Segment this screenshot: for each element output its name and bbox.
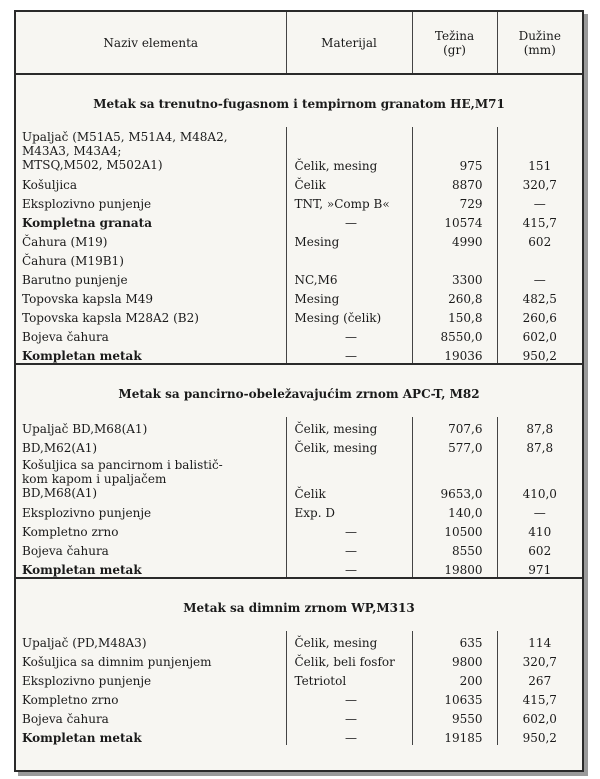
weight-cell: 4990: [412, 230, 497, 249]
element-name-cell: Bojeva čahura: [22, 712, 109, 726]
element-name-cell: Eksplozivno punjenje: [22, 197, 152, 211]
section-heading-row: [16, 578, 582, 631]
weight-cell: 19185: [412, 726, 497, 745]
table-row: [16, 344, 582, 364]
table-row: [16, 455, 582, 501]
element-name-cell: Eksplozivno punjenje: [22, 506, 152, 520]
material-cell: Mesing (čelik): [286, 306, 412, 325]
element-name-cell: Kompletan metak: [22, 349, 142, 363]
table-row: [16, 669, 582, 688]
material-cell: Čelik, mesing: [286, 631, 412, 650]
weight-cell: 729: [412, 192, 497, 211]
section-heading-row: [16, 364, 582, 417]
table-row: [16, 520, 582, 539]
weight-cell: [412, 249, 497, 268]
weight-cell: 8550,0: [412, 325, 497, 344]
material-cell: TNT, »Comp B«: [286, 192, 412, 211]
table-row: [16, 726, 582, 745]
material-cell: Čelik: [286, 173, 412, 192]
length-cell: 410,0: [497, 455, 582, 501]
table-header-row: [16, 12, 582, 74]
element-name-cell: Kompletan metak: [22, 731, 142, 745]
weight-cell: 140,0: [412, 501, 497, 520]
element-name-cell: Kompletno zrno: [22, 693, 119, 707]
element-name-cell: Eksplozivno punjenje: [22, 674, 152, 688]
section-title: Metak sa trenutno-fugasnom i tempirnom granatom HE,M71: [93, 97, 505, 111]
length-cell: 950,2: [497, 726, 582, 745]
table-row: [16, 268, 582, 287]
length-cell: —: [497, 501, 582, 520]
header-length: Dužine (mm): [497, 12, 582, 74]
element-name-cell: Košuljica: [22, 178, 78, 192]
table-row: [16, 249, 582, 268]
material-cell: Čelik, mesing: [286, 436, 412, 455]
material-cell: [286, 249, 412, 268]
element-name-cell: Topovska kapsla M49: [22, 292, 154, 306]
weight-cell: 10574: [412, 211, 497, 230]
weight-cell: 150,8: [412, 306, 497, 325]
table-row: [16, 650, 582, 669]
table-row: [16, 127, 582, 173]
material-cell: —: [286, 539, 412, 558]
material-cell: Mesing: [286, 287, 412, 306]
weight-cell: 19800: [412, 558, 497, 578]
weight-cell: 200: [412, 669, 497, 688]
element-name-cell: Upaljač (PD,M48A3): [22, 636, 147, 650]
table-row: [16, 230, 582, 249]
material-cell: —: [286, 520, 412, 539]
element-name-cell: Barutno punjenje: [22, 273, 128, 287]
table-row: [16, 436, 582, 455]
length-cell: 320,7: [497, 650, 582, 669]
material-cell: Čelik, mesing: [286, 127, 412, 173]
length-cell: 602,0: [497, 325, 582, 344]
length-cell: 260,6: [497, 306, 582, 325]
length-cell: —: [497, 192, 582, 211]
length-cell: 114: [497, 631, 582, 650]
table-row: [16, 417, 582, 436]
material-cell: Čelik, mesing: [286, 417, 412, 436]
material-cell: NC,M6: [286, 268, 412, 287]
ammunition-components-table: [16, 12, 582, 745]
header-name: Naziv elementa: [16, 12, 286, 74]
element-name-cell: Bojeva čahura: [22, 330, 109, 344]
weight-cell: 260,8: [412, 287, 497, 306]
material-cell: —: [286, 211, 412, 230]
material-cell: Čelik, beli fosfor: [286, 650, 412, 669]
length-cell: 267: [497, 669, 582, 688]
table-row: [16, 287, 582, 306]
material-cell: —: [286, 726, 412, 745]
element-name-cell: Čahura (M19): [22, 235, 108, 249]
length-cell: 950,2: [497, 344, 582, 364]
weight-cell: 9653,0: [412, 455, 497, 501]
section-title: Metak sa pancirno-obeležavajućim zrnom APC-T, M82: [16, 364, 582, 417]
length-cell: 602: [497, 230, 582, 249]
weight-cell: 10635: [412, 688, 497, 707]
element-name-cell: Čahura (M19B1): [22, 254, 124, 268]
material-cell: —: [286, 688, 412, 707]
header-weight: Težina (gr): [412, 12, 497, 74]
element-name-cell: Košuljica sa pancirnom i balistič- kom kapom i upaljačem BD,M68(A1): [22, 458, 223, 500]
weight-cell: 3300: [412, 268, 497, 287]
element-name-cell: Kompletna granata: [22, 216, 152, 230]
table-row: [16, 501, 582, 520]
length-cell: 87,8: [497, 436, 582, 455]
length-cell: 602,0: [497, 707, 582, 726]
weight-cell: 10500: [412, 520, 497, 539]
element-name-cell: Upaljač (M51A5, M51A4, M48A2, M43A3, M43A4; MTSQ,M502, M502A1): [22, 130, 228, 172]
section-title: Metak sa dimnim zrnom WP,M313: [16, 578, 582, 631]
material-cell: Exp. D: [286, 501, 412, 520]
length-cell: 87,8: [497, 417, 582, 436]
weight-cell: 707,6: [412, 417, 497, 436]
table-row: [16, 539, 582, 558]
header-material: Materijal: [286, 12, 412, 74]
material-cell: —: [286, 325, 412, 344]
weight-cell: 635: [412, 631, 497, 650]
element-name-cell: Bojeva čahura: [22, 544, 109, 558]
weight-cell: 8550: [412, 539, 497, 558]
length-cell: 602: [497, 539, 582, 558]
table-row: [16, 631, 582, 650]
length-cell: [497, 249, 582, 268]
element-name-cell: Topovska kapsla M28A2 (B2): [22, 311, 199, 325]
material-cell: —: [286, 707, 412, 726]
table-body: [16, 74, 582, 745]
section-heading-row: [16, 74, 582, 127]
element-name-cell: Kompletno zrno: [22, 525, 119, 539]
weight-cell: 19036: [412, 344, 497, 364]
length-cell: 415,7: [497, 688, 582, 707]
table-row: [16, 558, 582, 578]
table-row: [16, 192, 582, 211]
material-cell: Mesing: [286, 230, 412, 249]
length-cell: 482,5: [497, 287, 582, 306]
length-cell: 971: [497, 558, 582, 578]
length-cell: 320,7: [497, 173, 582, 192]
element-name-cell: BD,M62(A1): [22, 441, 98, 455]
element-name-cell: Upaljač BD,M68(A1): [22, 422, 148, 436]
length-cell: 151: [497, 127, 582, 173]
material-cell: —: [286, 344, 412, 364]
table-row: [16, 306, 582, 325]
length-cell: —: [497, 268, 582, 287]
length-cell: 410: [497, 520, 582, 539]
material-cell: Čelik: [286, 455, 412, 501]
weight-cell: 9550: [412, 707, 497, 726]
weight-cell: 9800: [412, 650, 497, 669]
material-cell: Tetriotol: [286, 669, 412, 688]
table-row: [16, 707, 582, 726]
element-name-cell: Košuljica sa dimnim punjenjem: [22, 655, 212, 669]
weight-cell: 577,0: [412, 436, 497, 455]
table-row: [16, 688, 582, 707]
element-name-cell: Kompletan metak: [22, 563, 142, 577]
table-row: [16, 325, 582, 344]
table-row: [16, 211, 582, 230]
table-row: [16, 173, 582, 192]
weight-cell: 975: [412, 127, 497, 173]
length-cell: 415,7: [497, 211, 582, 230]
weight-cell: 8870: [412, 173, 497, 192]
table-frame: [14, 10, 584, 772]
material-cell: —: [286, 558, 412, 578]
